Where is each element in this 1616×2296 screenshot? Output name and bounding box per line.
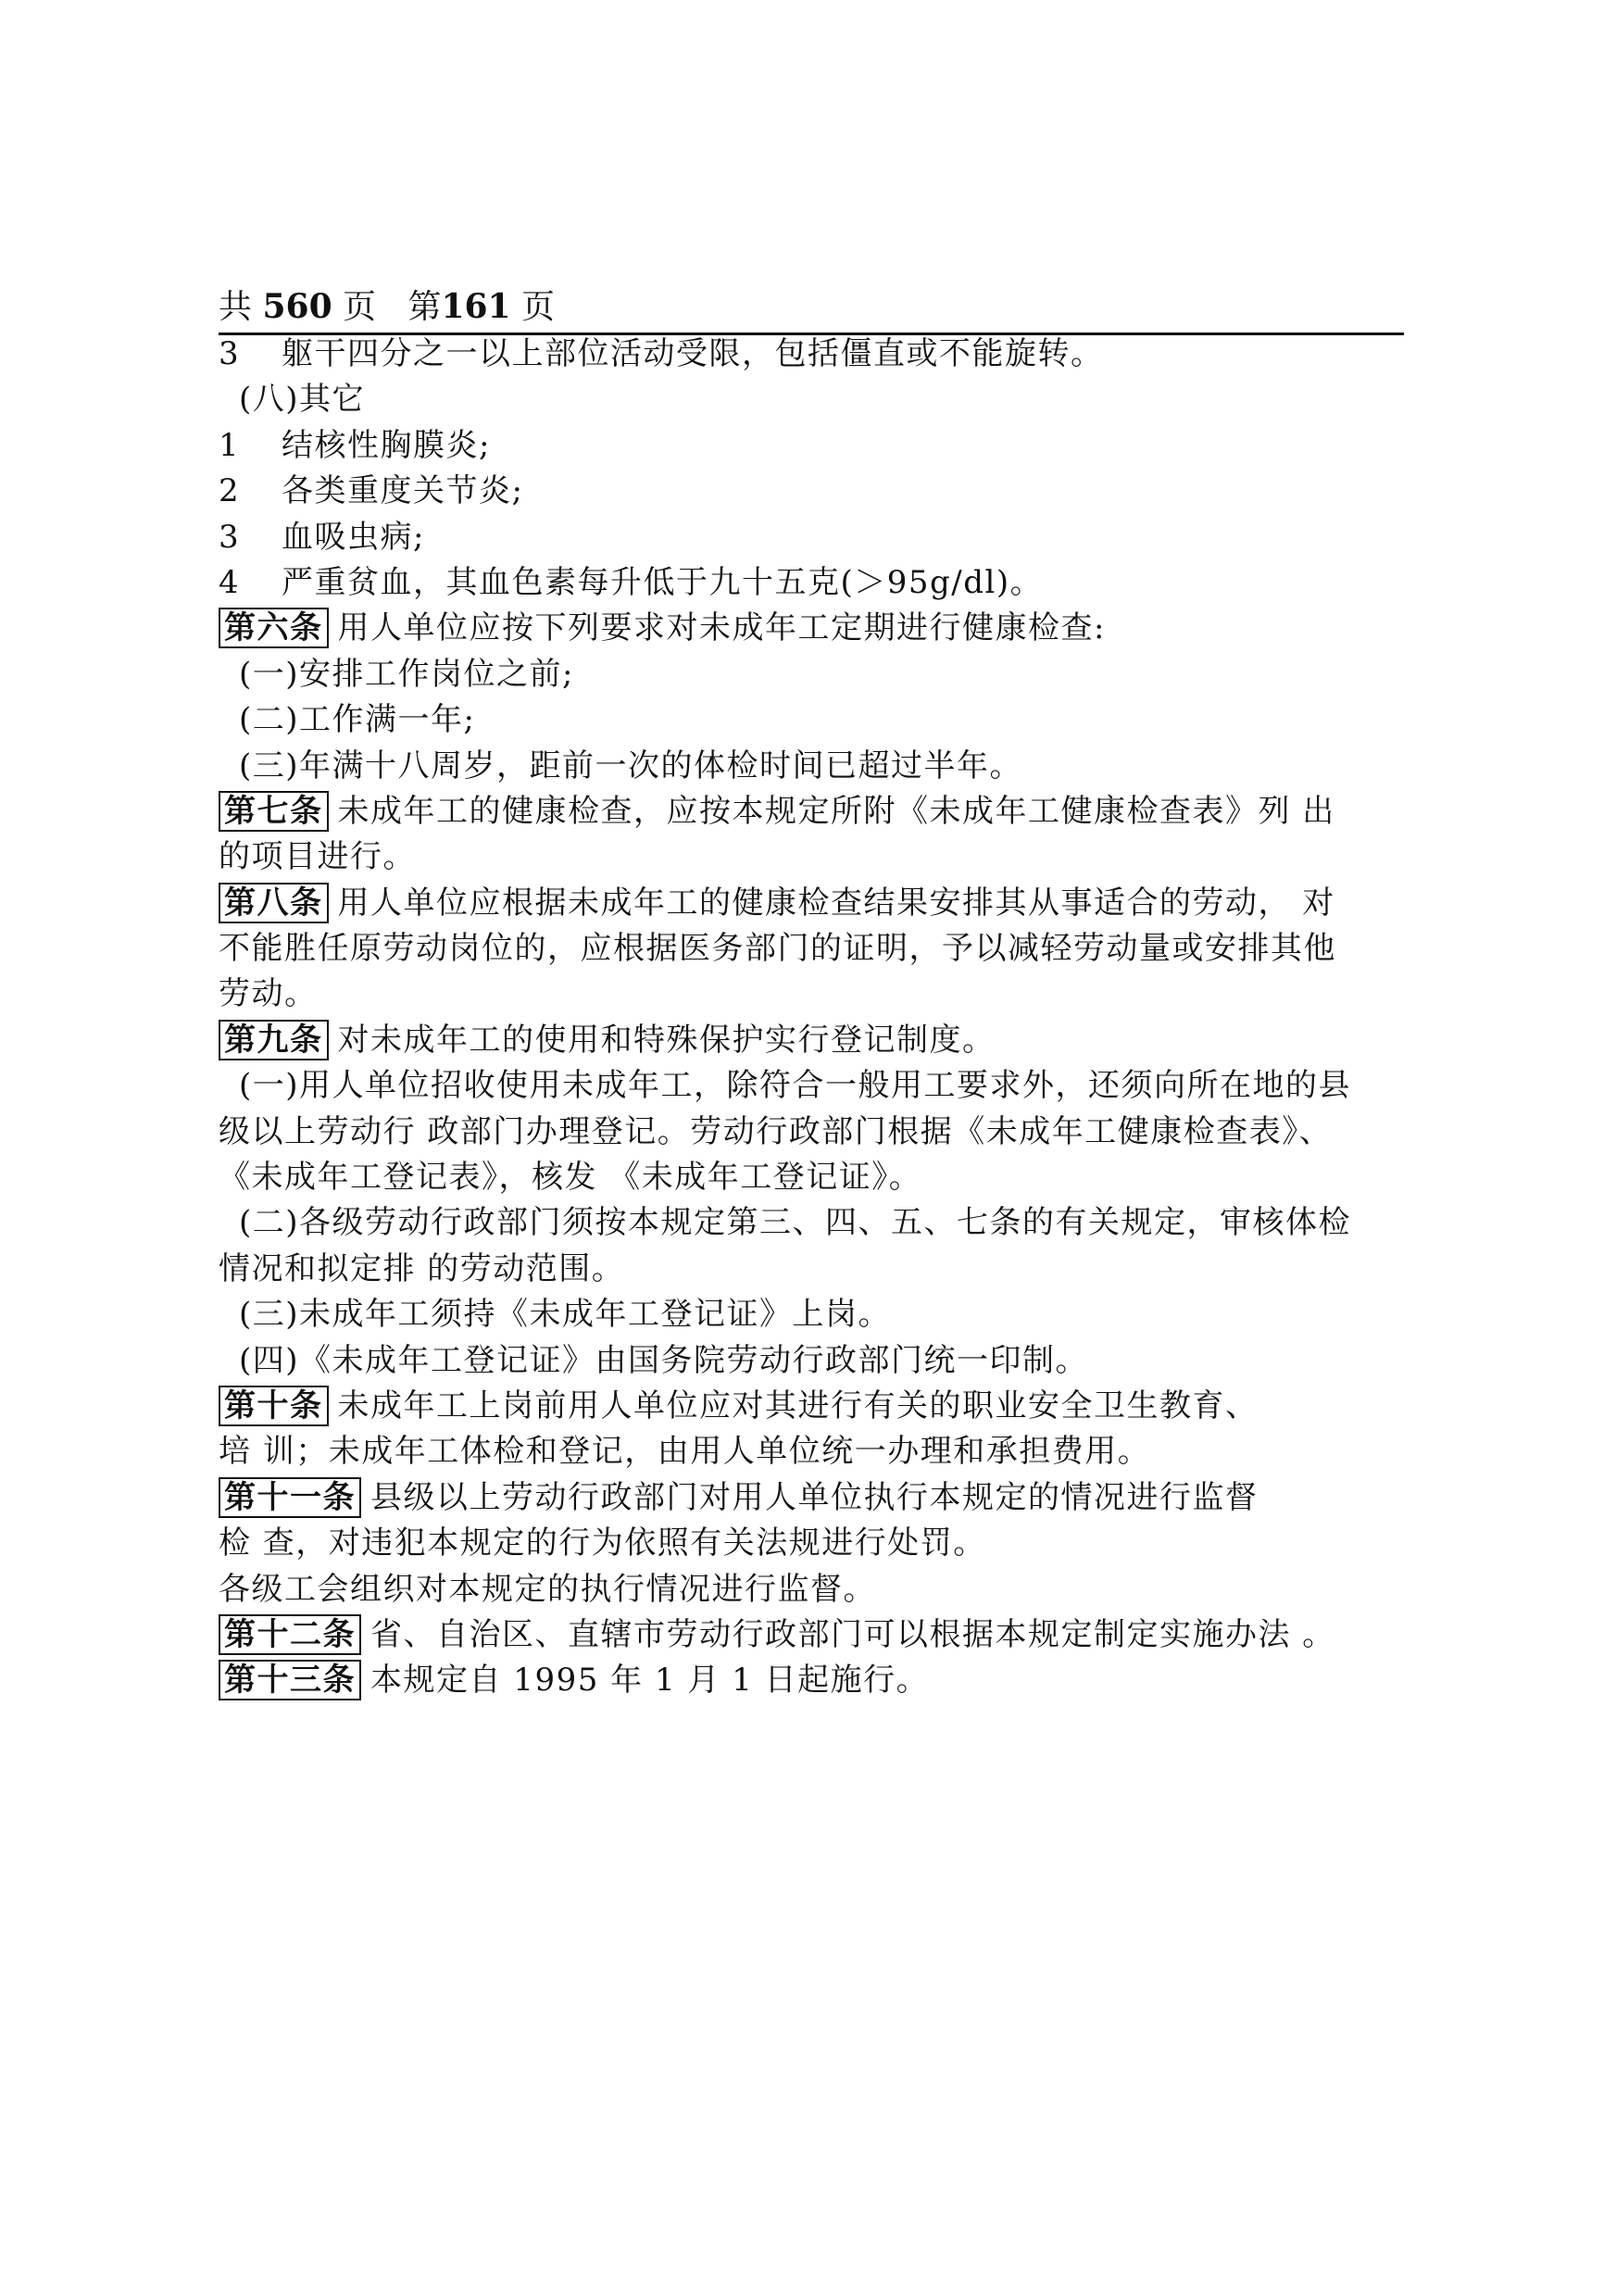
list-item: (四)《未成年工登记证》由国务院劳动行政部门统一印制。 [239,1341,1089,1379]
item-text: 血吸虫病; [282,518,425,556]
item-number: 1 [219,426,239,464]
current-page: 161 [441,287,511,326]
article-6 [219,606,1404,651]
item-text: 结核性胸膜炎; [282,426,491,464]
article-label: 第七条 [219,791,329,832]
total-suffix: 页 [343,288,377,326]
article-text: 未成年工的健康检查，应按本规定所附《未成年工健康检查表》列 出 [337,792,1335,830]
list-item [219,515,1404,560]
list-item: (二)各级劳动行政部门须按本规定第三、四、五、七条的有关规定，审核体检 [239,1204,1352,1242]
article-text-line: 培 训；未成年工体检和登记，由用人单位统一办理和承担费用。 [219,1433,1151,1471]
item-number: 4 [219,563,239,601]
article-text-line: 不能胜任原劳动岗位的，应根据医务部门的证明，予以减轻劳动量或安排其他 [219,930,1336,968]
article-label: 第十条 [219,1386,329,1426]
article-11 [219,1475,1404,1521]
article-text: 本规定自 1995 年 1 月 1 日起施行。 [370,1662,930,1700]
total-prefix: 共 [219,288,253,326]
list-item: (一)安排工作岗位之前; [239,655,574,693]
article-label: 第十二条 [219,1614,361,1655]
list-item [219,469,1404,514]
item-text: 各类重度关节炎; [282,472,524,510]
item-number: 3 [219,335,239,372]
list-item: (三)未成年工须持《未成年工登记证》上岗。 [239,1296,892,1334]
article-text-line: 级以上劳动行 政部门办理登记。劳动行政部门根据《未成年工健康检查表》、 [219,1112,1333,1150]
page-header [219,282,1404,335]
item-text: 躯干四分之一以上部位活动受限，包括僵直或不能旋转。 [282,335,1104,372]
article-10 [219,1384,1404,1429]
article-13 [219,1658,1404,1703]
article-text-line: 情况和拟定排 的劳动范围。 [219,1249,625,1287]
article-text-line: 的项目进行。 [219,838,416,876]
document-body [219,332,1404,1704]
item-number: 2 [219,472,239,510]
article-label: 第十三条 [219,1660,361,1700]
article-text: 县级以上劳动行政部门对用人单位执行本规定的情况进行监督 [370,1478,1259,1516]
article-7 [219,789,1404,834]
article-label: 第十一条 [219,1477,361,1518]
item-text: 严重贫血，其血色素每升低于九十五克(＞95g/dl)。 [282,563,1044,601]
article-text: 省、自治区、直辖市劳动行政部门可以根据本规定制定实施办法 。 [370,1615,1335,1653]
article-text: 用人单位应根据未成年工的健康检查结果安排其从事适合的劳动， 对 [337,884,1335,922]
article-9 [219,1018,1404,1063]
article-label: 第八条 [219,883,329,923]
article-text: 对未成年工的使用和特殊保护实行登记制度。 [337,1021,996,1059]
list-item [219,423,1404,469]
list-item: (二)工作满一年; [239,701,476,739]
list-item: (三)年满十八周岁，距前一次的体检时间已超过半年。 [239,747,1023,784]
article-text-line: 检 查，对违犯本规定的行为依照有关法规进行处罚。 [219,1524,986,1562]
item-number: 3 [219,518,239,556]
article-text-line: 《未成年工登记表》，核发 《未成年工登记证》。 [219,1159,922,1197]
article-12 [219,1612,1404,1658]
current-prefix: 第 [407,288,442,326]
article-text: 未成年工上岗前用人单位应对其进行有关的职业安全卫生教育、 [337,1386,1259,1424]
list-item: (一)用人单位招收使用未成年工，除符合一般用工要求外，还须向所在地的县 [239,1067,1352,1105]
article-text: 用人单位应按下列要求对未成年工定期进行健康检查: [337,609,1106,647]
list-item [219,332,1404,377]
current-suffix: 页 [521,288,556,326]
list-item [219,560,1404,606]
section-heading: (八)其它 [239,381,366,419]
article-label: 第六条 [219,608,329,648]
article-text-line: 各级工会组织对本规定的执行情况进行监督。 [219,1570,876,1608]
article-8 [219,881,1404,926]
total-pages: 560 [262,287,332,326]
article-text-line: 劳动。 [219,975,318,1013]
article-label: 第九条 [219,1020,329,1060]
